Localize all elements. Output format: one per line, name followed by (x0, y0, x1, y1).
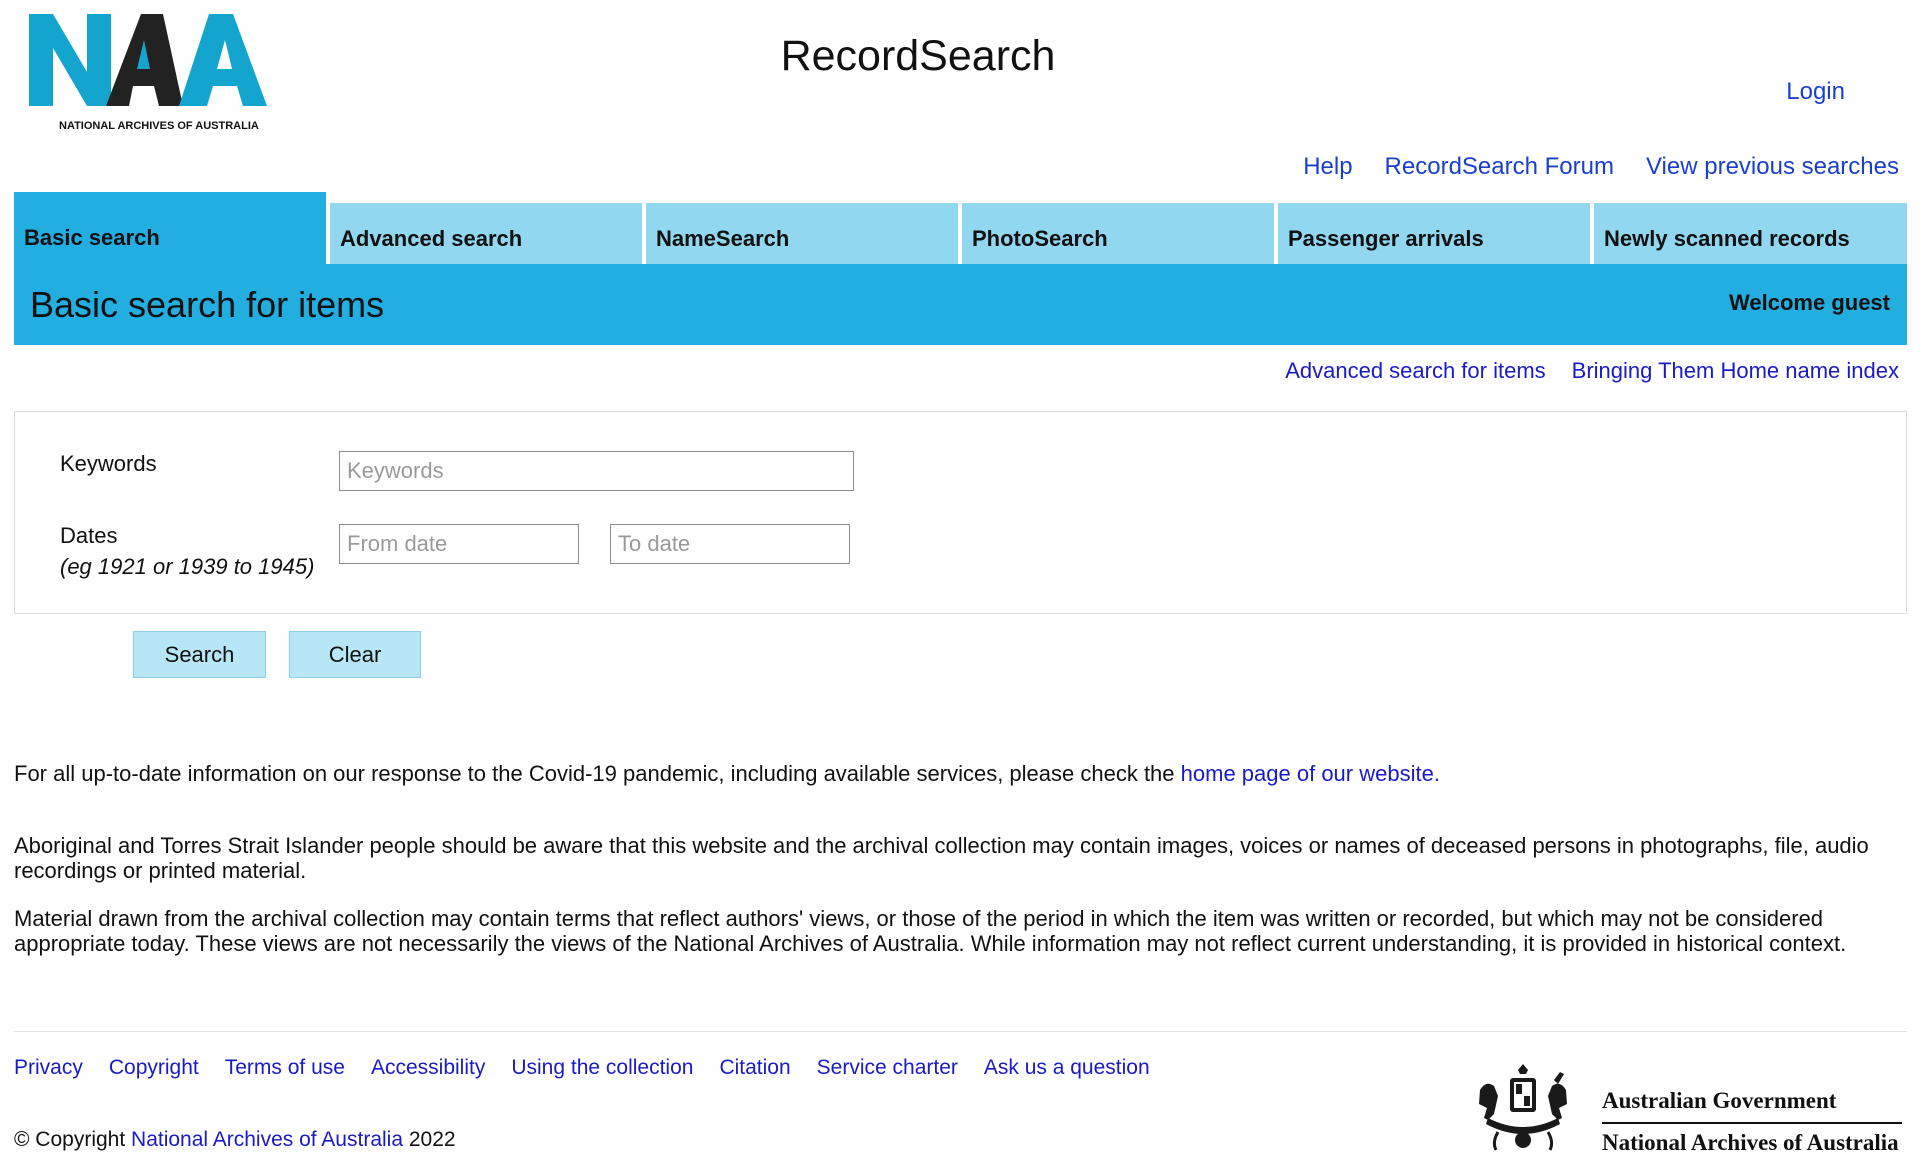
help-link[interactable]: Help (1303, 153, 1353, 180)
aboriginal-notice: Aboriginal and Torres Strait Islander people should be aware that this website and the archival collection may contain images, voices or names of deceased persons in photographs, file, audio recordings or printed material. (14, 833, 1869, 883)
search-button[interactable]: Search (133, 631, 266, 678)
footer-accessibility-link[interactable]: Accessibility (370, 1056, 486, 1079)
top-links (1303, 153, 1899, 181)
keywords-label: Keywords (60, 451, 157, 476)
gov-logo-divider (1602, 1122, 1902, 1124)
to-date-input[interactable] (610, 524, 850, 564)
copyright-year: 2022 (403, 1128, 456, 1151)
footer-using-collection-link[interactable]: Using the collection (511, 1056, 694, 1079)
tab-passenger-arrivals[interactable]: Passenger arrivals (1278, 203, 1590, 264)
footer-terms-link[interactable]: Terms of use (224, 1056, 345, 1079)
website-home-link[interactable]: home page of our website. (1180, 761, 1440, 786)
clear-button[interactable]: Clear (289, 631, 421, 678)
recordsearch-forum-link[interactable]: RecordSearch Forum (1384, 153, 1614, 180)
gov-name: Australian Government (1602, 1088, 1837, 1113)
footer-links (14, 1056, 1150, 1080)
tab-advanced-search[interactable]: Advanced search (330, 203, 642, 264)
view-previous-searches-link[interactable]: View previous searches (1645, 153, 1899, 180)
footer-service-charter-link[interactable]: Service charter (816, 1056, 958, 1079)
search-form (14, 411, 1907, 614)
australian-government-logo[interactable] (1458, 1060, 1908, 1159)
copyright-prefix: © Copyright (14, 1128, 132, 1151)
footer-copyright-link[interactable]: Copyright (108, 1056, 199, 1079)
tab-basic-search[interactable]: Basic search (14, 192, 326, 264)
footer-citation-link[interactable]: Citation (719, 1056, 791, 1079)
dates-label: Dates (60, 523, 118, 548)
dates-hint: (eg 1921 or 1939 to 1945) (60, 554, 315, 579)
login-link[interactable]: Login (1786, 78, 1845, 105)
welcome-message: Welcome guest (1729, 290, 1890, 315)
site-title: RecordSearch (780, 32, 1056, 80)
covid-notice-text: For all up-to-date information on our response to the Covid-19 pandemic, including available services, please check the (14, 761, 1181, 786)
copyright-notice (14, 1128, 456, 1152)
bringing-them-home-link[interactable]: Bringing Them Home name index (1571, 358, 1899, 383)
keywords-input[interactable] (339, 451, 854, 491)
coat-of-arms-icon (1458, 1060, 1588, 1159)
sub-links (1285, 358, 1899, 384)
covid-notice (14, 761, 1907, 786)
page-banner (14, 264, 1907, 345)
footer-privacy-link[interactable]: Privacy (14, 1056, 83, 1079)
dates-label-group (60, 523, 314, 580)
from-date-input[interactable] (339, 524, 579, 564)
tab-photosearch[interactable]: PhotoSearch (962, 203, 1274, 264)
naa-home-link[interactable]: National Archives of Australia (131, 1128, 404, 1151)
search-tabs (14, 192, 1907, 264)
gov-agency: National Archives of Australia (1602, 1130, 1899, 1155)
tab-newly-scanned-records[interactable]: Newly scanned records (1594, 203, 1907, 264)
advanced-search-for-items-link[interactable]: Advanced search for items (1285, 358, 1546, 383)
page-title: Basic search for items (30, 284, 385, 325)
footer-divider (14, 1031, 1907, 1032)
material-notice: Material drawn from the archival collection may contain terms that reflect authors' views, or those of the period in which the item was written or recorded, but which may not be considered appropriate today. These views are not necessarily the views of the National Archives of Australia. While information may not reflect current understanding, it is provided in historical context. (14, 906, 1847, 956)
logo-text: NATIONAL ARCHIVES OF AUSTRALIA (59, 120, 259, 132)
footer-ask-question-link[interactable]: Ask us a question (983, 1056, 1150, 1079)
tab-namesearch[interactable]: NameSearch (646, 203, 958, 264)
